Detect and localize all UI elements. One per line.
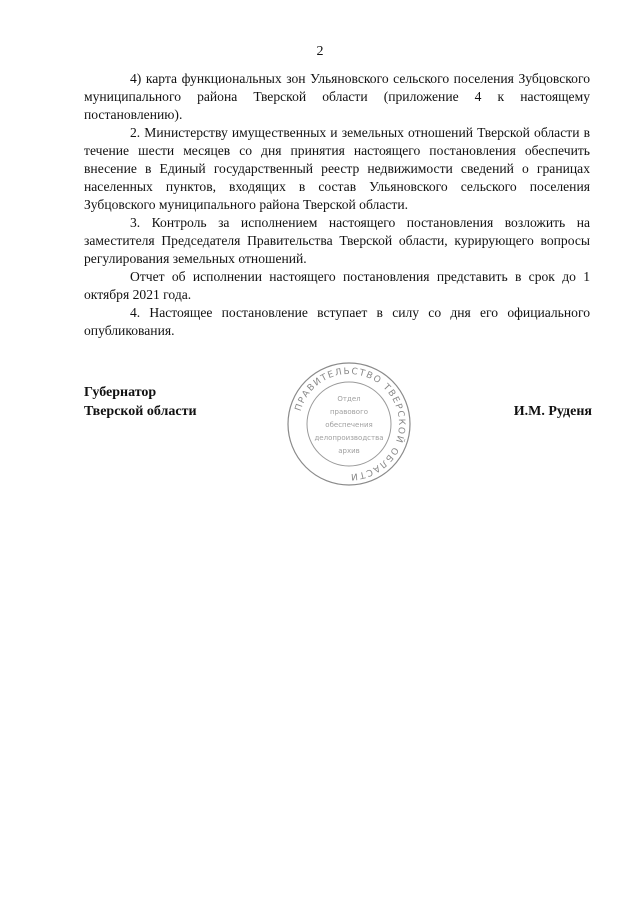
- paragraph-report: Отчет об исполнении настоящего постановления представить в срок до 1 октября 2021 года.: [84, 269, 590, 302]
- signer-name: И.М. Руденя: [513, 404, 592, 419]
- paragraph-clause-4: 4. Настоящее постановление вступает в силу со дня его официального опубликования.: [84, 305, 590, 338]
- official-seal-stamp: [284, 359, 414, 489]
- page-number: 2: [316, 44, 324, 59]
- signature-block: [84, 366, 592, 482]
- signer-title-line-2: Тверской области: [84, 404, 197, 419]
- stamp-ring-text: ПРАВИТЕЛЬСТВО ТВЕРСКОЙ ОБЛАСТИ: [293, 366, 407, 482]
- signer-title-line-1: Губернатор: [84, 385, 157, 400]
- svg-text:правового: правового: [329, 408, 369, 416]
- svg-text:обеспечения: обеспечения: [325, 421, 373, 429]
- svg-text:архив: архив: [338, 447, 360, 455]
- stamp-center-text: [314, 395, 383, 455]
- paragraph-item-4-map: 4) карта функциональных зон Ульяновского сельского поселения Зубцовского муниципального района Тверской области (приложение 4 к настоящему постановлению).: [84, 71, 590, 122]
- paragraph-clause-3: 3. Контроль за исполнением настоящего постановления возложить на заместителя Председателя Правительства Тверской области, курирующего вопросы регулирования земельных отношений.: [84, 215, 590, 266]
- svg-text:делопроизводства: делопроизводства: [314, 434, 384, 442]
- signer-title: [84, 383, 197, 421]
- svg-text:Отдел: Отдел: [337, 395, 361, 403]
- document-body: [84, 70, 590, 340]
- paragraph-clause-2: 2. Министерству имущественных и земельных отношений Тверской области в течение шести месяцев со дня принятия настоящего постановления обеспечить внесение в Единый государственный реестр недвижимости сведений о границах населенных пунктов, входящих в состав Ульяновского сельского поселения Зубцовского муниципального района Тверской области.: [84, 125, 590, 212]
